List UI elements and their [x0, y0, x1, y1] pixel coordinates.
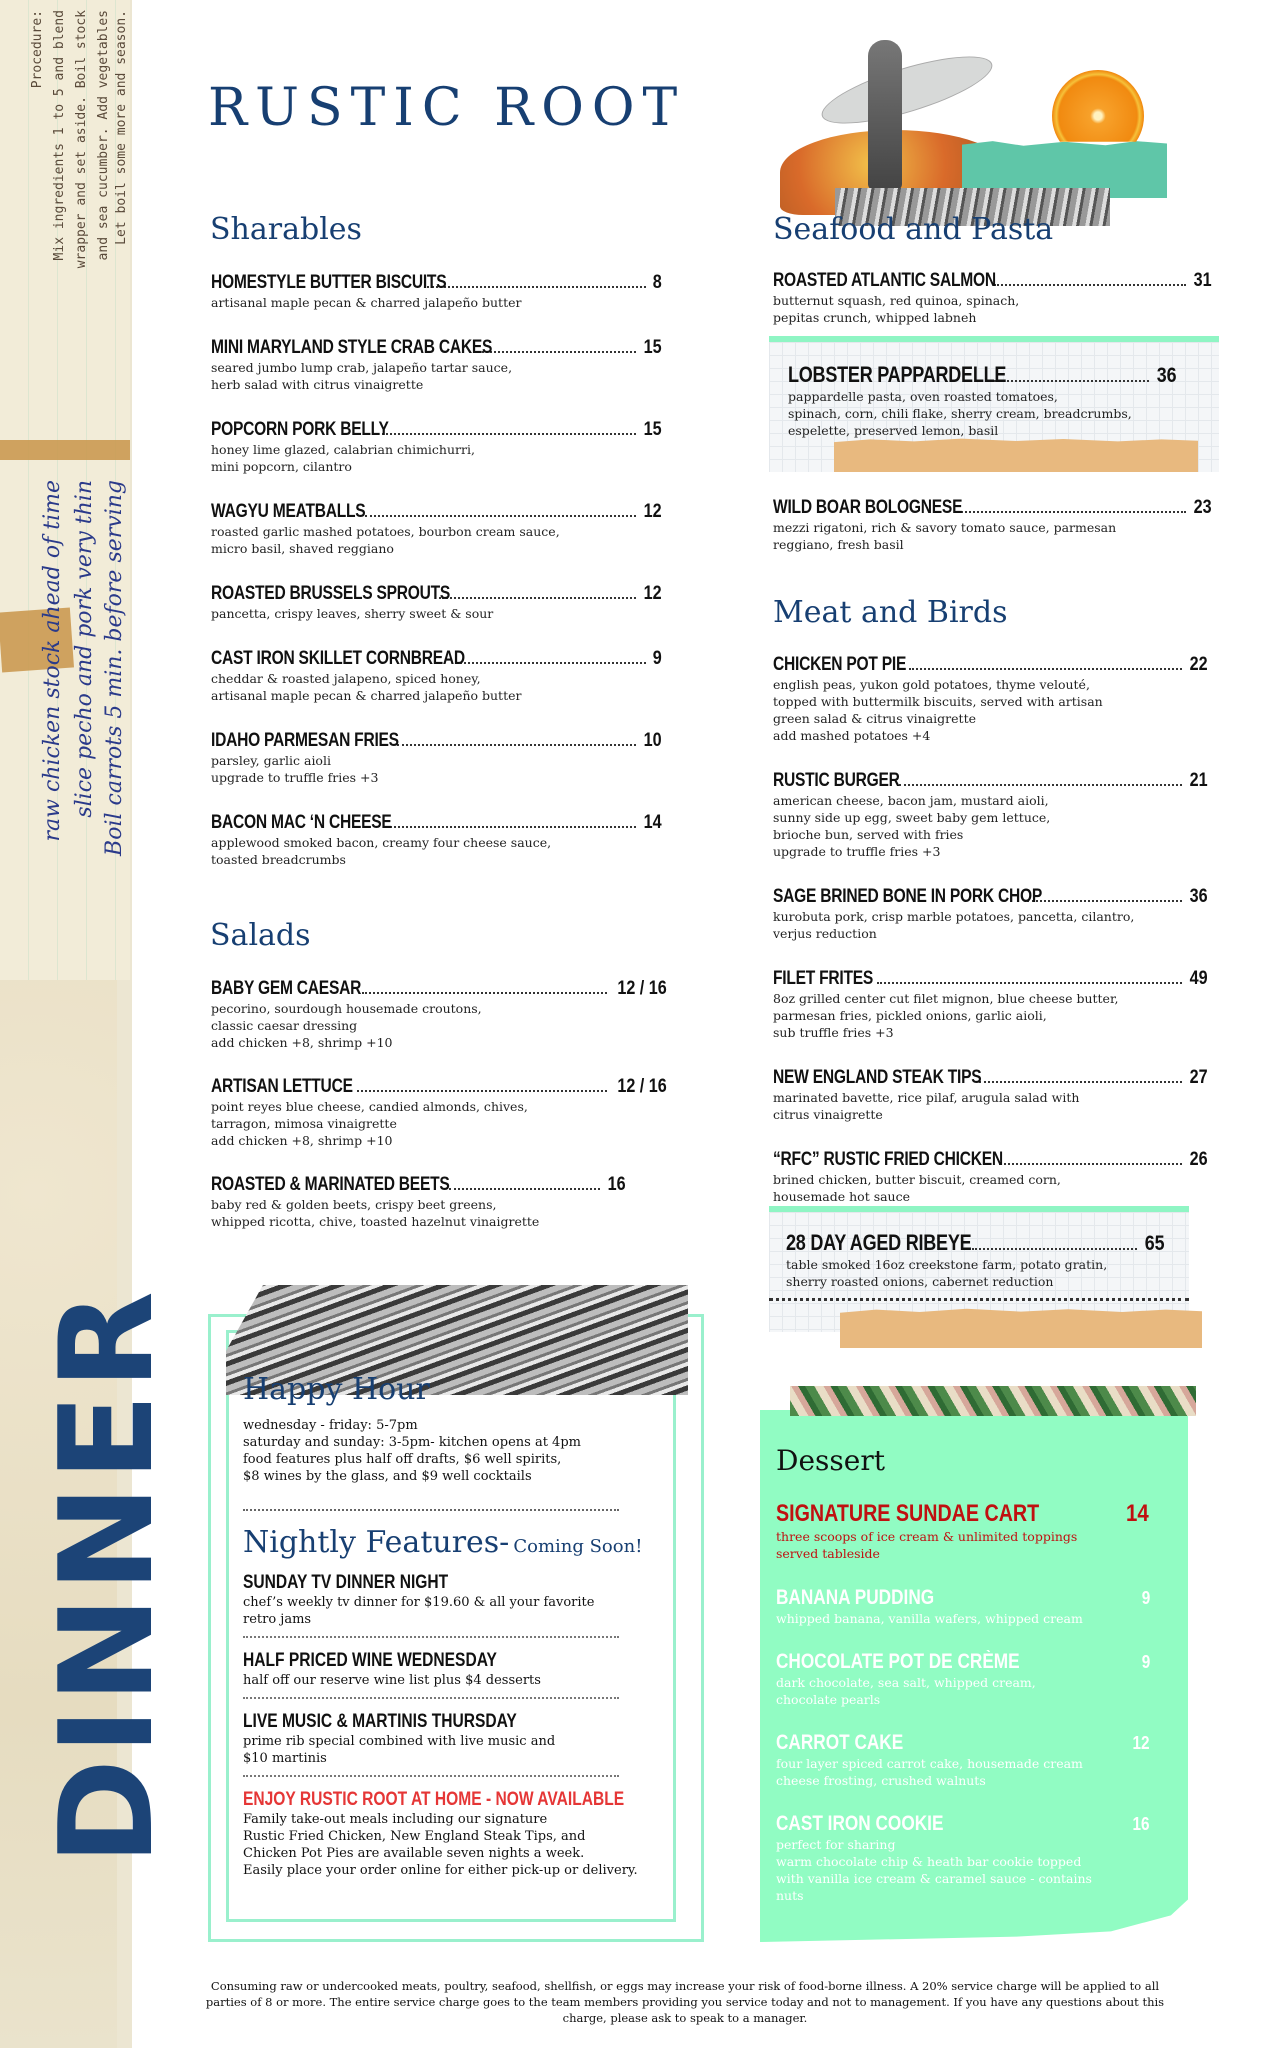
surfer-figure [868, 40, 902, 190]
item-desc: pappardelle pasta, oven roasted tomatoes, [788, 389, 1058, 404]
item-desc: 8oz grilled center cut filet mignon, blue cheese butter, [773, 991, 1119, 1006]
happy-hour-line: wednesday - friday: 5-7pm [243, 1418, 418, 1433]
legal-footer [170, 1978, 1200, 2026]
feature-desc: half off our reserve wine list plus $4 desserts [243, 1673, 541, 1688]
item-desc: parmesan fries, pickled onions, garlic aioli, [773, 1008, 1047, 1023]
item-desc: mezzi rigatoni, rich & savory tomato sauce, parmesan [773, 520, 1117, 535]
item-desc: espelette, preserved lemon, basil [788, 423, 999, 438]
section-heading-seafood: Seafood and Pasta [773, 212, 1054, 247]
menu-item [773, 654, 1209, 744]
item-desc: brined chicken, butter biscuit, creamed corn, [773, 1172, 1061, 1187]
dessert-desc: cheese frosting, crushed walnuts [776, 1773, 986, 1788]
item-desc: american cheese, bacon jam, mustard aioli, [773, 793, 1049, 808]
item-desc: sunny side up egg, sweet baby gem lettuce, [773, 810, 1051, 825]
item-name: HOMESTYLE BUTTER BISCUITS [211, 272, 447, 293]
leader-dots [439, 597, 636, 599]
leader-dots [477, 351, 636, 353]
section-heading-meat: Meat and Birds [773, 595, 1008, 630]
item-desc: toasted breadcrumbs [211, 852, 346, 867]
item-price: 12 [643, 583, 662, 604]
dinner-label-text: DINNER [33, 1286, 182, 1866]
item-price: 10 [643, 730, 662, 751]
menu-item [211, 1076, 671, 1149]
item-desc: honey lime glazed, calabrian chimichurri, [211, 442, 475, 457]
recipe-typed-line: Mix ingredients 1 to 5 and blend [52, 10, 67, 261]
item-desc: pancetta, crispy leaves, sherry sweet & sour [211, 606, 494, 621]
item-desc: classic caesar dressing [211, 1018, 358, 1033]
leader-dots [382, 433, 636, 435]
menu-item [211, 419, 663, 475]
item-price: 22 [1189, 654, 1208, 675]
menu-item [773, 886, 1209, 942]
menu-item [211, 501, 663, 557]
item-name: BACON MAC ‘N CHEESE [211, 812, 392, 833]
item-name: 28 DAY AGED RIBEYE [786, 1230, 972, 1255]
dessert-desc: whipped banana, vanilla wafers, whipped cream [776, 1611, 1083, 1626]
item-desc: pepitas crunch, whipped labneh [773, 310, 977, 325]
recipe-typed-line: Procedure: [30, 10, 45, 89]
item-desc: add chicken +8, shrimp +10 [211, 1133, 393, 1148]
surf-collage-image [780, 20, 1240, 220]
feature-desc: chef’s weekly tv dinner for $19.60 & all your favorite [243, 1595, 595, 1610]
item-name: WAGYU MEATBALLS [211, 501, 366, 522]
dessert-price: 14 [1126, 1500, 1149, 1527]
item-desc: roasted garlic mashed potatoes, bourbon cream sauce, [211, 524, 560, 539]
dotted-divider [243, 1509, 619, 1511]
dessert-desc: nuts [776, 1888, 804, 1903]
leader-dots [954, 511, 1186, 513]
item-price: 65 [1144, 1232, 1165, 1255]
item-price: 49 [1189, 968, 1208, 989]
item-price: 14 [643, 812, 662, 833]
coming-soon-label: Coming Soon! [513, 1536, 643, 1557]
footer-line: charge, please ask to speak to a manager. [562, 2011, 808, 2025]
item-desc: topped with buttermilk biscuits, served with artisan [773, 694, 1103, 709]
floral-paper-strip [790, 1386, 1196, 1416]
dotted-divider [769, 1298, 1189, 1301]
item-desc: english peas, yukon gold potatoes, thyme velouté, [773, 677, 1090, 692]
surfboard-image [815, 43, 998, 137]
item-desc: baby red & golden beets, crispy beet greens, [211, 1197, 497, 1212]
item-desc: upgrade to truffle fries +3 [773, 844, 941, 859]
happy-hour-line: $8 wines by the glass, and $9 well cocktails [243, 1469, 532, 1484]
leader-dots [365, 515, 636, 517]
item-name: MINI MARYLAND STYLE CRAB CAKES [211, 337, 493, 358]
item-desc: micro basil, shaved reggiano [211, 541, 394, 556]
dessert-desc: four layer spiced carrot cake, housemade cream [776, 1756, 1083, 1771]
leader-dots [1027, 900, 1182, 902]
menu-item [211, 648, 663, 704]
leader-dots [362, 992, 607, 994]
item-name: IDAHO PARMESAN FRIES [211, 730, 399, 751]
leader-dots [994, 380, 1149, 382]
dessert-price: 9 [1141, 1588, 1151, 1608]
menu-item [211, 337, 663, 393]
item-name: POPCORN PORK BELLY [211, 419, 389, 440]
dessert-desc: with vanilla ice cream & caramel sauce - contains [776, 1871, 1092, 1886]
dessert-desc: dark chocolate, sea salt, whipped cream, [776, 1675, 1036, 1690]
item-price: 12 [643, 501, 662, 522]
item-name: RUSTIC BURGER [773, 770, 900, 791]
dessert-desc: perfect for sharing [776, 1837, 896, 1852]
item-name: ROASTED BRUSSELS SPROUTS [211, 583, 451, 604]
item-name: WILD BOAR BOLOGNESE [773, 497, 963, 518]
item-desc: reggiano, fresh basil [773, 537, 904, 552]
feature-desc: Rustic Fried Chicken, New England Steak Tips, and [243, 1829, 586, 1844]
item-price: 15 [643, 419, 662, 440]
dessert-desc: served tableside [776, 1546, 880, 1561]
dotted-divider [243, 1636, 619, 1638]
item-desc: green salad & citrus vinaigrette [773, 711, 977, 726]
recipe-card-image [0, 0, 130, 980]
item-desc: kurobuta pork, crisp marble potatoes, pancetta, cilantro, [773, 909, 1135, 924]
item-price: 12 / 16 [617, 1076, 667, 1097]
dessert-name: SIGNATURE SUNDAE CART [776, 1500, 1040, 1527]
item-desc: sherry roasted onions, cabernet reduction [786, 1274, 1054, 1289]
item-name: ARTISAN LETTUCE [211, 1076, 353, 1097]
item-desc: artisanal maple pecan & charred jalapeño butter [211, 295, 522, 310]
feature-name: SUNDAY TV DINNER NIGHT [243, 1572, 449, 1593]
menu-item [773, 497, 1213, 553]
dessert-desc: chocolate pearls [776, 1692, 881, 1707]
happy-hour-line: food features plus half off drafts, $6 well spirits, [243, 1452, 562, 1467]
item-desc: add mashed potatoes +4 [773, 728, 931, 743]
item-name: LOBSTER PAPPARDELLE [788, 362, 1007, 387]
leader-dots [427, 286, 646, 288]
dessert-price: 9 [1141, 1652, 1151, 1672]
item-price: 31 [1193, 270, 1212, 291]
item-name: NEW ENGLAND STEAK TIPS [773, 1067, 982, 1088]
dessert-name: CAST IRON COOKIE [776, 1812, 944, 1835]
footer-line: parties of 8 or more. The entire service charge goes to the team members providing you service today and not to management. If you have any questions about this [205, 1995, 1165, 2009]
item-desc: verjus reduction [773, 926, 877, 941]
dessert-desc: warm chocolate chip & heath bar cookie topped [776, 1854, 1082, 1869]
leader-dots [357, 1090, 607, 1092]
menu-item [211, 583, 663, 622]
dotted-divider [243, 1697, 619, 1699]
item-price: 15 [643, 337, 662, 358]
takeout-announcement: ENJOY RUSTIC ROOT AT HOME - NOW AVAILABLE [243, 1789, 625, 1810]
dessert-item [776, 1650, 1151, 1708]
item-price: 36 [1156, 364, 1177, 387]
kraft-paper-scrap [834, 438, 1198, 472]
dessert-desc: three scoops of ice cream & unlimited toppings [776, 1529, 1078, 1544]
item-desc: cheddar & roasted jalapeno, spiced honey, [211, 671, 481, 686]
item-price: 8 [653, 272, 663, 293]
item-price: 12 / 16 [617, 978, 667, 999]
section-heading-sharables: Sharables [210, 212, 362, 247]
leader-dots [457, 662, 646, 664]
feature-desc: prime rib special combined with live music and [243, 1734, 556, 1749]
item-desc: brioche bun, served with fries [773, 827, 964, 842]
item-desc: seared jumbo lump crab, jalapeño tartar sauce, [211, 360, 513, 375]
item-price: 27 [1189, 1067, 1208, 1088]
menu-item [773, 1149, 1209, 1205]
kraft-paper-scrap [840, 1308, 1202, 1348]
happy-hour-line: saturday and sunday: 3-5pm- kitchen opens at 4pm [243, 1435, 581, 1450]
dessert-item-featured [776, 1500, 1151, 1562]
item-name: CAST IRON SKILLET CORNBREAD [211, 648, 465, 669]
item-desc: point reyes blue cheese, candied almonds, chives, [211, 1099, 528, 1114]
dessert-price: 12 [1132, 1733, 1150, 1753]
happy-hour-heading: Happy Hour [243, 1372, 430, 1407]
leader-dots [387, 826, 636, 828]
item-desc: spinach, corn, chili flake, sherry cream, breadcrumbs, [788, 406, 1132, 421]
item-price: 26 [1189, 1149, 1208, 1170]
item-desc: artisanal maple pecan & charred jalapeño butter [211, 688, 522, 703]
item-desc: butternut squash, red quinoa, spinach, [773, 293, 1020, 308]
leader-dots [449, 1188, 600, 1190]
dessert-item [776, 1731, 1151, 1789]
item-desc: mini popcorn, cilantro [211, 459, 352, 474]
nightly-features-title: Nightly Features- [243, 1525, 510, 1560]
item-desc: sub truffle fries +3 [773, 1025, 894, 1040]
item-desc: housemade hot sauce [773, 1189, 911, 1204]
item-desc: parsley, garlic aioli [211, 753, 331, 768]
item-name: ROASTED ATLANTIC SALMON [773, 270, 996, 291]
item-price: 36 [1189, 886, 1208, 907]
item-name: ROASTED & MARINATED BEETS [211, 1174, 450, 1195]
feature-desc: Family take-out meals including our signature [243, 1812, 548, 1827]
nightly-features-heading [243, 1525, 683, 1560]
dessert-item [776, 1812, 1151, 1904]
item-desc: applewood smoked bacon, creamy four cheese sauce, [211, 835, 552, 850]
dessert-name: BANANA PUDDING [776, 1586, 935, 1609]
menu-item [211, 730, 663, 786]
recipe-typed-line: Let boil some more and season. [114, 10, 129, 245]
item-name: CHICKEN POT PIE [773, 654, 907, 675]
tape-decoration [0, 440, 130, 460]
feature-desc: Easily place your order online for either pick-up or delivery. [243, 1863, 638, 1878]
recipe-handwritten-line: raw chicken stock ahead of time [40, 480, 65, 842]
feature-desc: Chicken Pot Pies are available seven nights a week. [243, 1846, 585, 1861]
dinner-vertical-label [33, 1286, 182, 1866]
item-price: 9 [653, 648, 663, 669]
item-desc: marinated bavette, rice pilaf, arugula salad with [773, 1090, 1080, 1105]
item-price: 16 [607, 1174, 626, 1195]
menu-item [211, 1174, 627, 1230]
dessert-item [776, 1586, 1151, 1627]
leader-dots [909, 668, 1182, 670]
happy-hour-section [243, 1372, 683, 1879]
item-price: 23 [1193, 497, 1212, 518]
menu-item [773, 1067, 1209, 1123]
feature-name: LIVE MUSIC & MARTINIS THURSDAY [243, 1711, 517, 1732]
feature-desc: retro jams [243, 1612, 312, 1627]
item-price: 21 [1189, 770, 1208, 791]
leader-dots [972, 1248, 1137, 1250]
item-desc: table smoked 16oz creekstone farm, potato gratin, [786, 1257, 1108, 1272]
featured-menu-item [788, 362, 1178, 439]
leader-dots [397, 744, 636, 746]
restaurant-title: RUSTIC ROOT [208, 78, 686, 138]
item-name: FILET FRITES [773, 968, 874, 989]
item-name: BABY GEM CAESAR [211, 978, 362, 999]
recipe-handwritten-line: Boil carrots 5 min. before serving [102, 480, 127, 856]
item-name: “RFC” RUSTIC FRIED CHICKEN [773, 1149, 1003, 1170]
footer-line: Consuming raw or undercooked meats, poultry, seafood, shellfish, or eggs may increase your risk of food-borne illness. A 20% service charge will be applied to all [210, 1979, 1160, 1993]
menu-item [773, 270, 1213, 326]
item-desc: herb salad with citrus vinaigrette [211, 377, 424, 392]
dessert-price: 16 [1132, 1814, 1150, 1834]
item-desc: pecorino, sourdough housemade croutons, [211, 1001, 482, 1016]
feature-name: HALF PRICED WINE WEDNESDAY [243, 1650, 497, 1671]
section-heading-dessert: Dessert [776, 1444, 885, 1477]
dessert-name: CHOCOLATE POT DE CRÈME [776, 1650, 1020, 1673]
menu-item [773, 968, 1209, 1041]
item-desc: add chicken +8, shrimp +10 [211, 1035, 393, 1050]
leader-dots [877, 982, 1182, 984]
item-name: SAGE BRINED BONE IN PORK CHOP [773, 886, 1043, 907]
dotted-divider [243, 1775, 619, 1777]
item-desc: citrus vinaigrette [773, 1107, 883, 1122]
leader-dots [994, 284, 1186, 286]
leader-dots [999, 1163, 1182, 1165]
dessert-name: CARROT CAKE [776, 1731, 904, 1754]
featured-menu-item [786, 1230, 1166, 1290]
section-heading-salads: Salads [210, 918, 311, 953]
menu-item [211, 272, 663, 311]
recipe-typed-line: and sea cucumber. Add vegetables [96, 10, 111, 261]
item-desc: tarragon, mimosa vinaigrette [211, 1116, 397, 1131]
recipe-handwritten-line: slice pecho and pork very thin [72, 480, 97, 818]
feature-desc: $10 martinis [243, 1751, 327, 1766]
menu-item [211, 978, 671, 1051]
leader-dots [899, 784, 1182, 786]
menu-item [211, 812, 663, 868]
leader-dots [979, 1081, 1182, 1083]
item-desc: upgrade to truffle fries +3 [211, 770, 379, 785]
menu-item [773, 770, 1209, 860]
item-desc: whipped ricotta, chive, toasted hazelnut vinaigrette [211, 1214, 540, 1229]
recipe-typed-line: wrapper and set aside. Boil stock [74, 10, 89, 269]
